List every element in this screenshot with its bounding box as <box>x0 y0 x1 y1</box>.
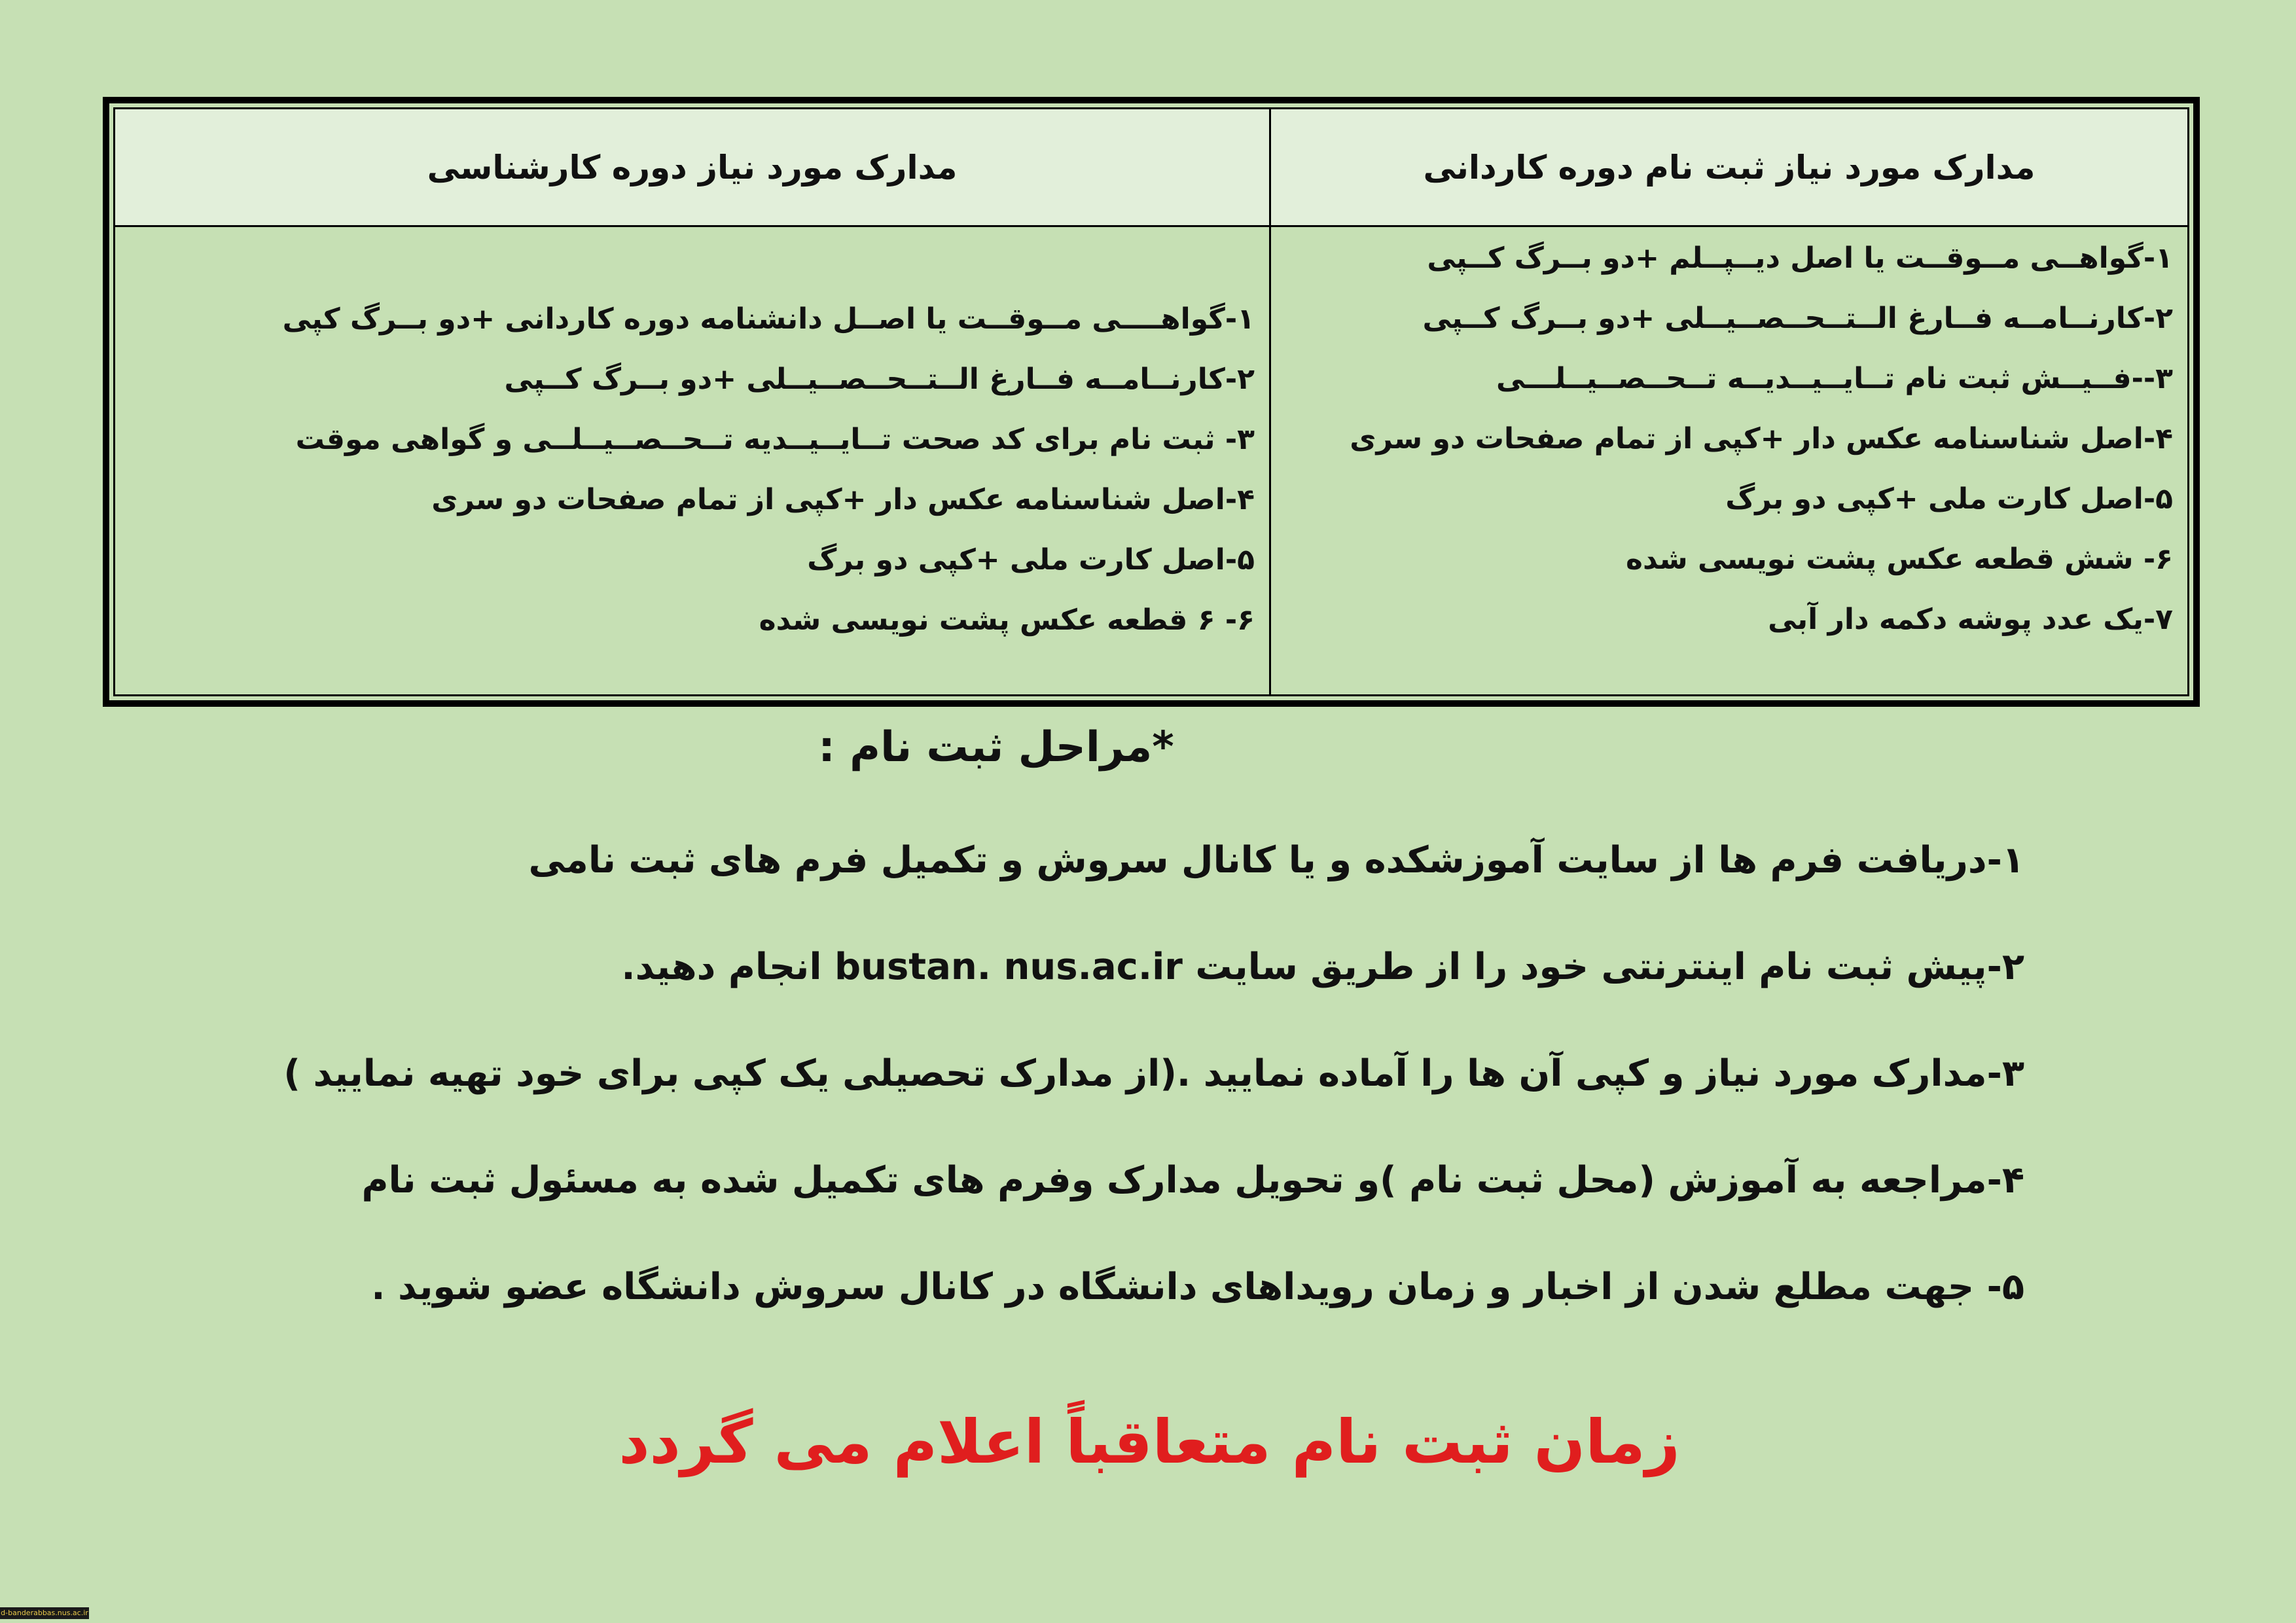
associate-item: ۱-گواهــی مــوقــت یا اصل دیــپــلم +دو بــرگ کــپی <box>1427 241 2173 275</box>
bachelor-item: ۳- ثبت نام برای کد صحت تــایــیــدیه تــحــصــیــلــی و گواهی موقت <box>295 423 1255 456</box>
bachelor-item: ۲-کارنــامــه فــارغ الــتــحــصــیــلی +دو بــرگ کــپی <box>504 363 1255 396</box>
footer-url: d-banderabbas.nus.ac.ir <box>0 1607 89 1619</box>
requirements-table <box>103 97 2200 707</box>
step-item: ۱-دریافت فرم ها از سایت آموزشکده و یا کانال سروش و تکمیل فرم های ثبت نامی <box>528 839 2024 882</box>
associate-header: مدارک مورد نیاز ثبت نام دوره کاردانی <box>1271 109 2187 227</box>
associate-item: ۶- شش قطعه عکس پشت نویسی شده <box>1626 543 2173 576</box>
associate-item: ۵-اصل کارت ملی +کپی دو برگ <box>1725 482 2173 516</box>
associate-item: ۲-کارنــامــه فــارغ الــتــحــصــیــلی +دو بــرگ کــپی <box>1422 302 2173 335</box>
bachelor-item: ۶- ۶ قطعه عکس پشت نویسی شده <box>759 603 1255 637</box>
step-item: ۴-مراجعه به آموزش (محل ثبت نام )و تحویل مدارک وفرم های تکمیل شده به مسئول ثبت نام <box>361 1159 2024 1202</box>
requirements-table-grid <box>113 107 2189 696</box>
bachelor-item: ۱-گواهــــی مــوقــت یا اصــل دانشنامه دوره کاردانی +دو بــرگ کپی <box>282 302 1255 336</box>
steps-list <box>192 821 2024 1355</box>
associate-item: ۳--فــیــش ثبت نام تــایــیــدیــه تــحــصــیــلـــی <box>1496 362 2173 395</box>
bachelor-item: ۵-اصل کارت ملی +کپی دو برگ <box>807 543 1255 577</box>
registration-notice: زمان ثبت نام متعاقباً اعلام می گردد <box>619 1407 1680 1477</box>
associate-items <box>1271 227 2187 694</box>
bachelor-items <box>115 227 1271 694</box>
bachelor-item: ۴-اصل شناسنامه عکس دار +کپی از تمام صفحات دو سری <box>431 483 1255 516</box>
associate-item: ۴-اصل شناسنامه عکس دار +کپی از تمام صفحات دو سری <box>1350 422 2173 455</box>
step-item: ۳-مدارک مورد نیاز و کپی آن ها را آماده نمایید .(از مدارک تحصیلی یک کپی برای خود تهیه نمایید ) <box>283 1052 2024 1095</box>
steps-title: *مراحل ثبت نام : <box>818 723 1174 772</box>
step-item: ۲-پیش ثبت نام اینترنتی خود را از طریق سایت bustan. nus.ac.ir انجام دهید. <box>621 946 2024 988</box>
bachelor-header: مدارک مورد نیاز دوره کارشناسی <box>115 109 1271 227</box>
step-item: ۵- جهت مطلع شدن از اخبار و زمان رویداهای دانشگاه در کانال سروش دانشگاه عضو شوید . <box>371 1266 2024 1308</box>
associate-item: ۷-یک عدد پوشه دکمه دار آبی <box>1768 603 2173 636</box>
